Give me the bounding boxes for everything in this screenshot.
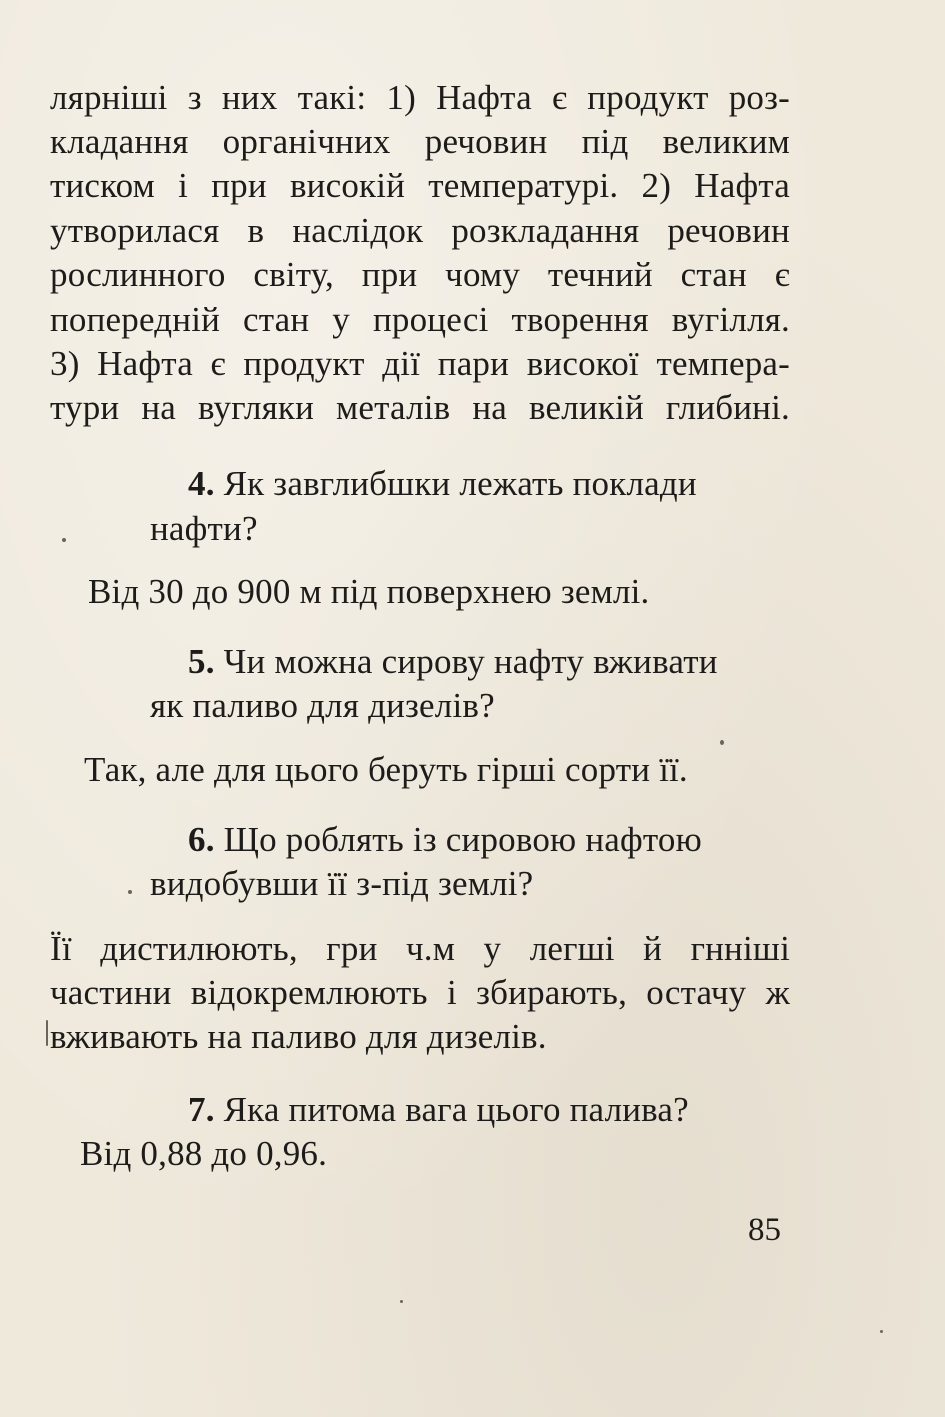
- paragraph-line-4: утворилася в наслідок розкладання речовин: [50, 211, 790, 250]
- paragraph-line-7: 3) Нафта є продукт дії пари високої темпера-: [50, 344, 790, 383]
- question-6-line-1: [188, 818, 790, 862]
- question-4-line-2: нафти?: [150, 509, 258, 548]
- paragraph-line-8: тури на вугляки металів на великій глибині.: [50, 388, 790, 427]
- paper-speck: [400, 1300, 403, 1303]
- answer-4: Від 30 до 900 м під поверхнею землі.: [88, 572, 650, 611]
- question-7: [188, 1088, 790, 1132]
- paragraph-line-5: рослинного світу, при чому течний стан є: [50, 255, 790, 294]
- answer-5: Так, але для цього беруть гірші сорти її.: [84, 750, 688, 789]
- question-7-number: 7.: [188, 1090, 215, 1129]
- answer-6-line-3: вживають на паливо для дизелів.: [50, 1017, 547, 1056]
- paper-speck: [880, 1330, 883, 1333]
- paper-speck: [128, 890, 132, 894]
- question-4-text: Як завглибшки лежать поклади: [223, 464, 697, 503]
- question-5-line-2: як паливо для дизелів?: [150, 686, 495, 725]
- question-5-number: 5.: [188, 642, 215, 681]
- paragraph-line-2: кладання органічних речовин під великим: [50, 122, 790, 161]
- paper-speck: [46, 1020, 48, 1046]
- paper-speck: [62, 538, 66, 542]
- paper-speck: [720, 740, 724, 745]
- question-4-number: 4.: [188, 464, 215, 503]
- answer-7: Від 0,88 до 0,96.: [80, 1134, 328, 1173]
- answer-6-line-1: Її дистилюють, гри ч.м у легші й гнніші: [50, 929, 790, 968]
- paragraph-line-1: лярніші з них такі: 1) Нафта є продукт роз-: [50, 78, 790, 117]
- question-5-line-1: [188, 640, 790, 684]
- paragraph-line-3: тиском і при високій температурі. 2) Нафта: [50, 166, 790, 205]
- question-4-line-1: [188, 462, 790, 506]
- question-7-text: Яка питома вага цього палива?: [223, 1090, 689, 1129]
- question-6-line-2: видобувши її з-під землі?: [150, 864, 534, 903]
- paragraph-line-6: попередній стан у процесі творення вугілля.: [50, 300, 790, 339]
- question-6-text: Що роблять із сировою нафтою: [223, 820, 702, 859]
- question-6-number: 6.: [188, 820, 215, 859]
- answer-6-line-2: частини відокремлюють і збирають, остачу ж: [50, 973, 790, 1012]
- question-5-text: Чи можна сирову нафту вживати: [223, 642, 718, 681]
- page-number: 85: [748, 1212, 781, 1248]
